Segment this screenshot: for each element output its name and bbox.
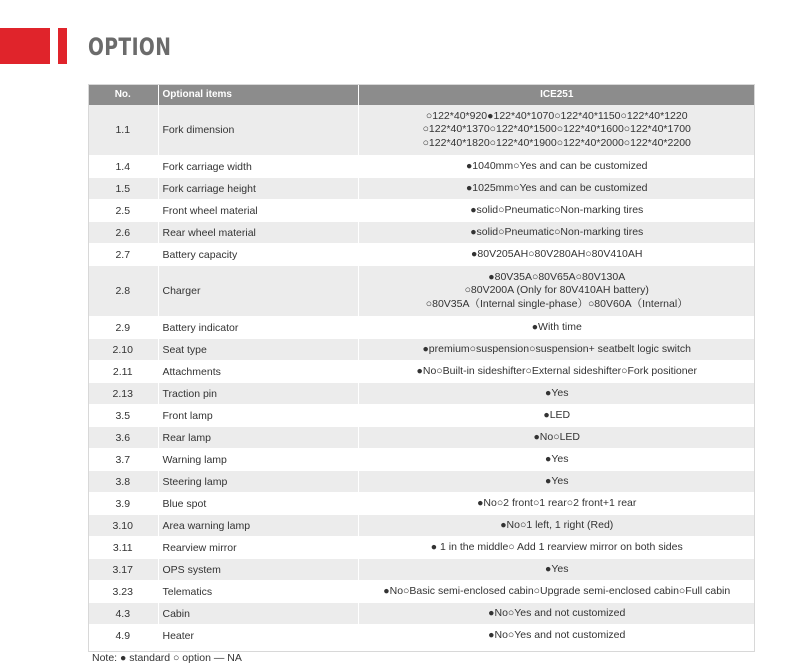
row-number: 2.8 <box>88 266 158 317</box>
row-number: 3.5 <box>88 405 158 427</box>
table-row <box>88 222 755 244</box>
row-item: Area warning lamp <box>158 515 358 537</box>
row-value <box>358 222 755 244</box>
table-row <box>88 266 755 317</box>
row-value-line: ●premium○suspension○suspension+ seatbelt logic switch <box>422 342 692 355</box>
table-row <box>88 105 755 156</box>
table-row <box>88 405 755 427</box>
row-value <box>358 471 755 493</box>
row-number: 3.7 <box>88 449 158 471</box>
table-row <box>88 603 755 625</box>
section-title: OPTION <box>88 33 172 61</box>
row-value <box>358 427 755 449</box>
row-value-line: ● 1 in the middle○ Add 1 rearview mirror on both sides <box>430 540 683 553</box>
row-value-line: ○122*40*920●122*40*1070○122*40*1150○122*40*1220 <box>425 109 688 122</box>
row-value <box>358 339 755 361</box>
row-value-line: ○122*40*1370○122*40*1500○122*40*1600○122*40*1700 <box>422 123 691 136</box>
row-item: Front wheel material <box>158 200 358 222</box>
row-value <box>358 537 755 559</box>
table-header-row <box>88 84 755 105</box>
row-value-line: ●No○Yes and not customized <box>488 606 626 619</box>
row-value <box>358 559 755 581</box>
row-number: 3.9 <box>88 493 158 515</box>
row-item: Rear lamp <box>158 427 358 449</box>
table-row <box>88 383 755 405</box>
row-number: 3.10 <box>88 515 158 537</box>
row-value-line: ●Yes <box>545 562 569 575</box>
table-row <box>88 317 755 339</box>
table-row <box>88 581 755 603</box>
row-number: 2.13 <box>88 383 158 405</box>
row-value-line: ○80V35A（Internal single-phase）○80V60A（Internal） <box>425 297 688 310</box>
row-value <box>358 493 755 515</box>
row-item: Rearview mirror <box>158 537 358 559</box>
row-number: 1.5 <box>88 178 158 200</box>
table-row <box>88 339 755 361</box>
row-value-line: ●No○1 left, 1 right (Red) <box>500 518 614 531</box>
header-optional-items: Optional items <box>158 84 358 105</box>
row-item: Rear wheel material <box>158 222 358 244</box>
row-value-line: ●80V35A○80V65A○80V130A <box>488 270 626 283</box>
row-value <box>358 383 755 405</box>
row-number: 2.11 <box>88 361 158 383</box>
row-item: Blue spot <box>158 493 358 515</box>
row-number: 4.3 <box>88 603 158 625</box>
table-row <box>88 178 755 200</box>
row-item: Battery capacity <box>158 244 358 266</box>
row-item: Telematics <box>158 581 358 603</box>
row-value-line: ○122*40*1820○122*40*1900○122*40*2000○122*40*2200 <box>422 136 691 149</box>
row-value-line: ●1025mm○Yes and can be customized <box>465 181 648 194</box>
row-number: 3.11 <box>88 537 158 559</box>
table-row <box>88 515 755 537</box>
legend-note: Note: ● standard ○ option — NA <box>88 647 755 669</box>
row-number: 2.5 <box>88 200 158 222</box>
row-number: 2.6 <box>88 222 158 244</box>
row-value-line: ●80V205AH○80V280AH○80V410AH <box>471 247 643 260</box>
table-row <box>88 156 755 178</box>
row-value-line: ●No○Basic semi-enclosed cabin○Upgrade semi-enclosed cabin○Full cabin <box>383 584 731 597</box>
row-item: Fork carriage width <box>158 156 358 178</box>
row-value-line: ●solid○Pneumatic○Non-marking tires <box>470 225 644 238</box>
row-number: 4.9 <box>88 625 158 647</box>
row-value-line: ●With time <box>531 320 582 333</box>
row-number: 3.23 <box>88 581 158 603</box>
row-number: 2.10 <box>88 339 158 361</box>
table-row <box>88 493 755 515</box>
table-row <box>88 427 755 449</box>
row-value <box>358 244 755 266</box>
row-value-line: ●No○2 front○1 rear○2 front+1 rear <box>477 496 637 509</box>
row-item: Heater <box>158 625 358 647</box>
row-item: Seat type <box>158 339 358 361</box>
option-table <box>88 84 755 669</box>
row-value <box>358 178 755 200</box>
row-value-line: ●No○Yes and not customized <box>488 628 626 641</box>
row-value <box>358 625 755 647</box>
row-number: 3.8 <box>88 471 158 493</box>
row-number: 3.17 <box>88 559 158 581</box>
header-no: No. <box>88 84 158 105</box>
row-item: Charger <box>158 266 358 317</box>
row-number: 1.1 <box>88 105 158 156</box>
row-value <box>358 405 755 427</box>
row-value <box>358 603 755 625</box>
row-item: Front lamp <box>158 405 358 427</box>
table-row <box>88 244 755 266</box>
row-value-line: ●Yes <box>545 452 569 465</box>
table-row <box>88 537 755 559</box>
row-value <box>358 581 755 603</box>
row-value-line: ●Yes <box>545 386 569 399</box>
red-accent-stripe <box>58 28 67 64</box>
row-value-line: ●solid○Pneumatic○Non-marking tires <box>470 203 644 216</box>
row-number: 1.4 <box>88 156 158 178</box>
row-item: Battery indicator <box>158 317 358 339</box>
table-row <box>88 559 755 581</box>
table-row <box>88 449 755 471</box>
row-value <box>358 266 755 317</box>
row-value-line: ●No○LED <box>533 430 581 443</box>
row-item: Steering lamp <box>158 471 358 493</box>
header-model: ICE251 <box>358 84 755 105</box>
row-number: 2.7 <box>88 244 158 266</box>
table-row <box>88 625 755 647</box>
row-number: 3.6 <box>88 427 158 449</box>
row-value <box>358 156 755 178</box>
row-item: Warning lamp <box>158 449 358 471</box>
row-value-line: ○80V200A (Only for 80V410AH battery) <box>464 284 649 297</box>
row-value-line: ●1040mm○Yes and can be customized <box>465 159 648 172</box>
row-item: OPS system <box>158 559 358 581</box>
red-accent-bar <box>0 28 50 64</box>
table-row <box>88 471 755 493</box>
table-row <box>88 361 755 383</box>
row-value <box>358 200 755 222</box>
row-value <box>358 361 755 383</box>
table-body <box>88 105 755 669</box>
row-value <box>358 515 755 537</box>
row-item: Attachments <box>158 361 358 383</box>
row-value <box>358 449 755 471</box>
note-row <box>88 647 755 669</box>
row-value-line: ●Yes <box>545 474 569 487</box>
row-value <box>358 317 755 339</box>
table-row <box>88 200 755 222</box>
row-item: Fork dimension <box>158 105 358 156</box>
row-value <box>358 105 755 156</box>
row-number: 2.9 <box>88 317 158 339</box>
row-value-line: ●LED <box>543 408 571 421</box>
row-value-line: ●No○Built-in sideshifter○External sideshifter○Fork positioner <box>416 364 697 377</box>
row-item: Cabin <box>158 603 358 625</box>
row-item: Fork carriage height <box>158 178 358 200</box>
row-item: Traction pin <box>158 383 358 405</box>
